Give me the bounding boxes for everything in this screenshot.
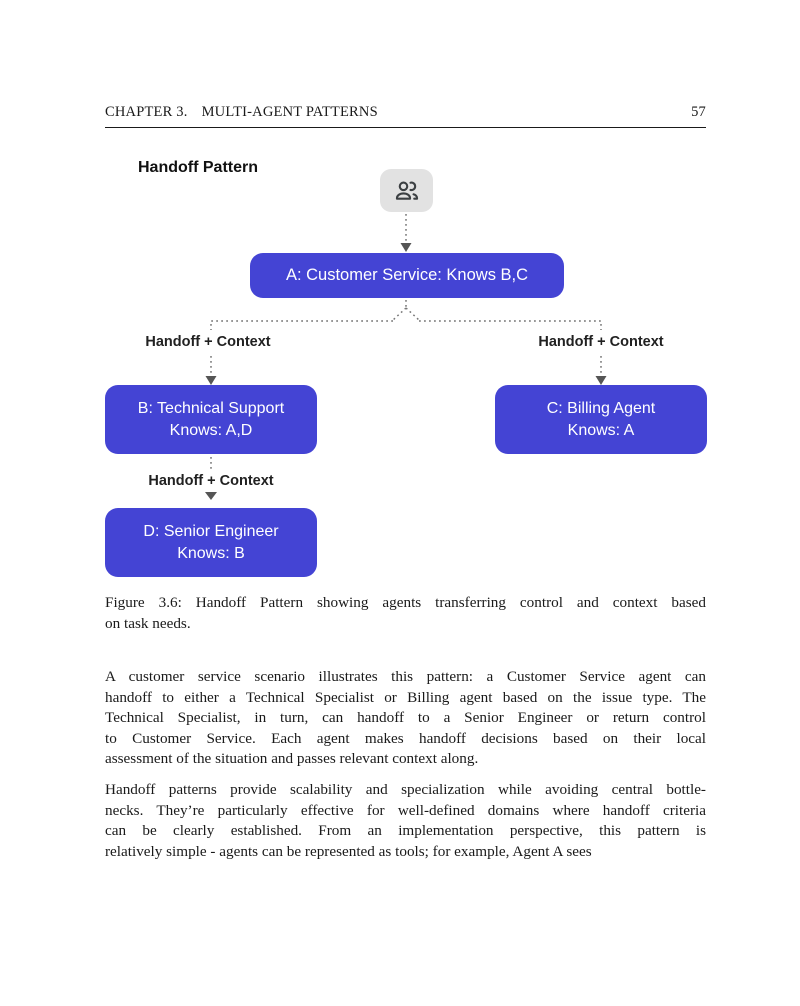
agent-d-label-line2: Knows: B — [177, 544, 245, 562]
text-line: necks. They’re particularly effective for well-defined domains where handoff criteria — [105, 801, 706, 819]
agent-c-label-line2: Knows: A — [567, 421, 635, 439]
user-icon-box — [380, 169, 433, 212]
edge-a-to-c-horizontal — [419, 321, 601, 330]
text-line: relatively simple - agents can be represented as tools; for example, Agent A sees — [105, 842, 592, 860]
text-line: can be clearly established. From an implementation perspective, this pattern is — [105, 822, 706, 840]
caption-line: Figure 3.6: Handoff Pattern showing agents transferring control and context based — [105, 594, 706, 611]
fork-diagonal-left — [393, 308, 406, 320]
edge-label-handoff-right: Handoff + Context — [538, 334, 664, 350]
agent-a-label: A: Customer Service: Knows B,C — [285, 266, 529, 284]
body-paragraph-1 — [105, 667, 706, 770]
edge-a-to-b-horizontal — [211, 321, 393, 330]
text-line: Handoff patterns provide scalability and specialization while avoiding central bottle- — [105, 781, 706, 798]
agent-box-b — [105, 385, 317, 454]
agent-d-label-line1: D: Senior Engineer — [143, 522, 279, 540]
chapter-number: CHAPTER 3. — [105, 104, 188, 120]
agent-box-c — [495, 385, 707, 454]
text-line: Technical Specialist, in turn, can handoff to a Senior Engineer or return control — [105, 709, 706, 727]
figure-caption — [105, 593, 706, 634]
body-paragraph-2 — [105, 780, 706, 862]
edge-label-handoff-lower: Handoff + Context — [148, 473, 274, 489]
agent-box-a — [250, 253, 564, 298]
page-number: 57 — [691, 104, 706, 120]
text-line: handoff to either a Technical Specialist or Billing agent based on the issue type. The — [105, 688, 706, 706]
arrowhead-into-d — [205, 492, 217, 500]
text-line: A customer service scenario illustrates this pattern: a Customer Service agent can — [105, 668, 706, 685]
arrowhead-into-b — [206, 376, 217, 385]
agent-b-label-line1: B: Technical Support — [137, 399, 285, 417]
arrowhead-into-c — [596, 376, 607, 385]
chapter-title: MULTI-AGENT PATTERNS — [201, 104, 378, 120]
diagram-title: Handoff Pattern — [138, 159, 258, 176]
arrowhead-into-a — [401, 243, 412, 252]
caption-line: on task needs. — [105, 614, 191, 632]
group-icon — [393, 177, 421, 205]
agent-c-label-line1: C: Billing Agent — [546, 399, 656, 417]
agent-box-d — [105, 508, 317, 577]
edge-label-handoff-left: Handoff + Context — [145, 334, 271, 350]
agent-b-label-line2: Knows: A,D — [169, 421, 253, 439]
text-line: to Customer Service. Each agent makes handoff decisions based on their local — [105, 729, 706, 747]
text-line: assessment of the situation and passes relevant context along. — [105, 750, 479, 768]
fork-diagonal-right — [406, 308, 419, 320]
